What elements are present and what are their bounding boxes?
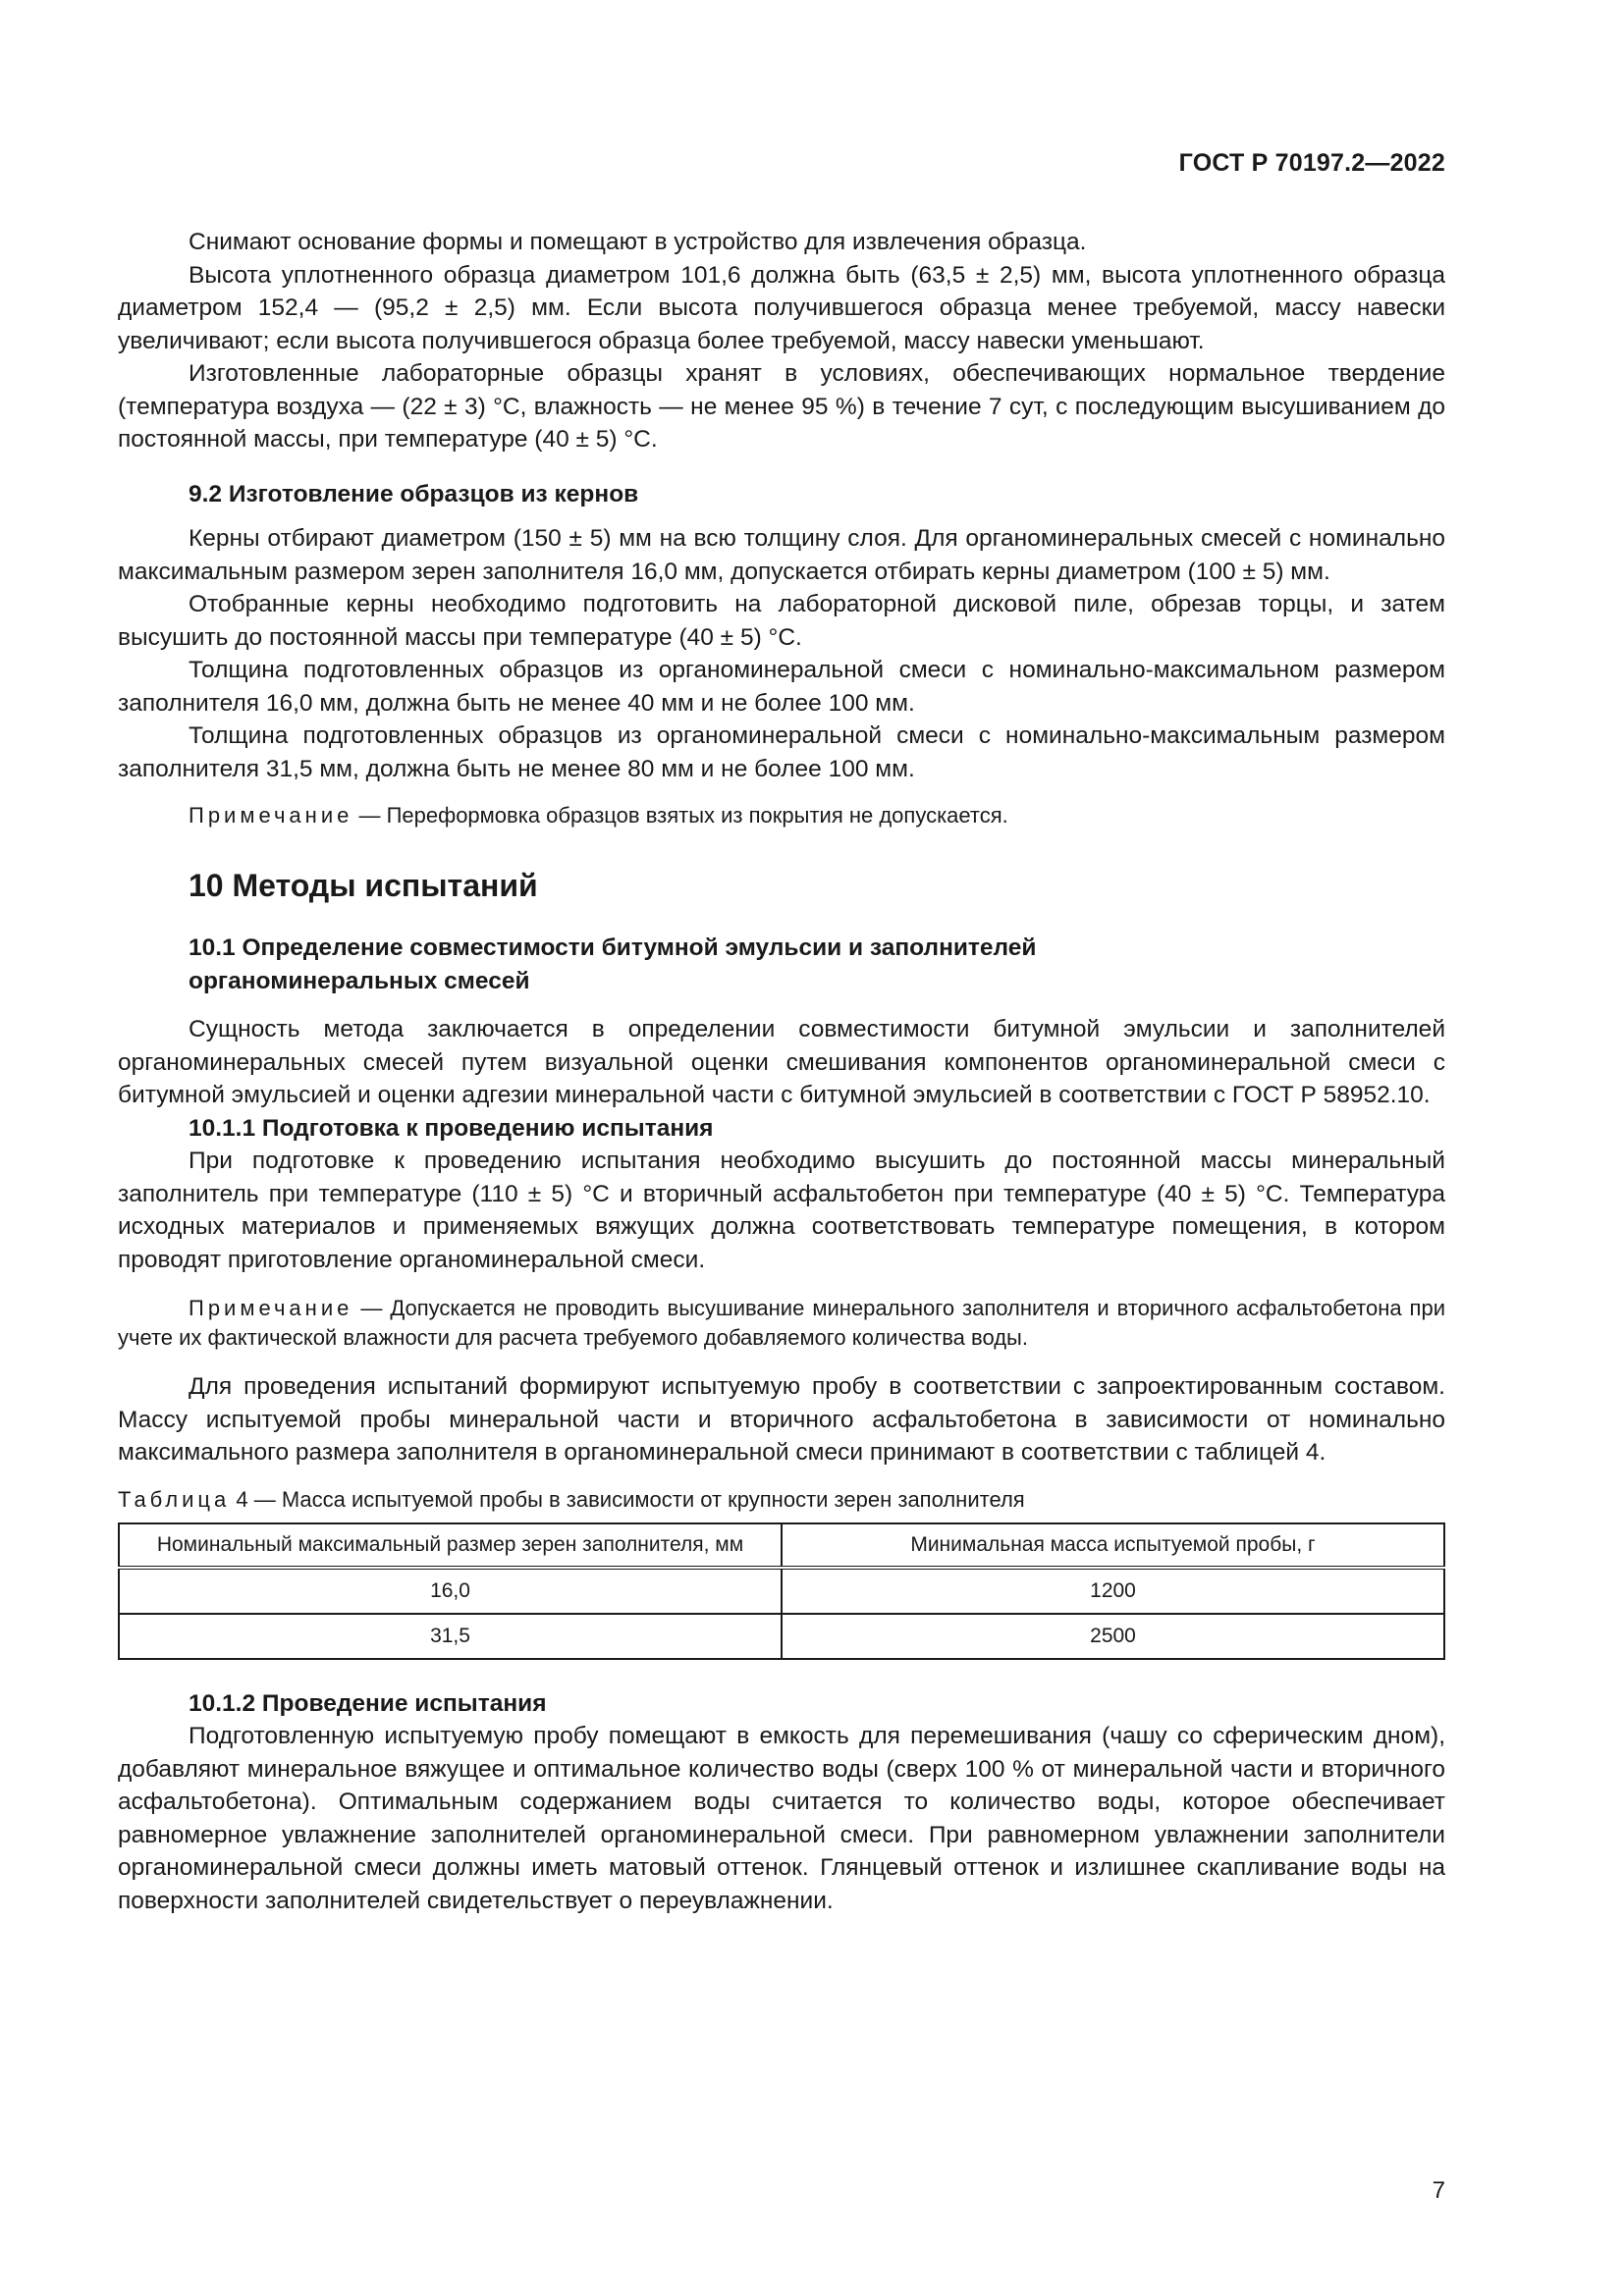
paragraph: Отобранные керны необходимо подготовить на лабораторной дисковой пиле, обрезав торцы, и затем высушить до постоянной массы при температуре (40 ± 5) °С. (118, 591, 1445, 651)
subsection-heading-10-1-2: 10.1.2 Проведение испытания (189, 1689, 547, 1717)
section-heading-10: 10 Методы испытаний (189, 868, 538, 903)
note-text: — Допускается не проводить высушивание минерального заполнителя и вторичного асфальтобетона при учете их фактической влажности для расчета требуемого добавляемого количества воды. (118, 1296, 1445, 1350)
paragraph: Высота уплотненного образца диаметром 101,6 должна быть (63,5 ± 2,5) мм, высота уплотненного образца диаметром 152,4 — (95,2 ± 2,5) мм. Если высота получившегося образца менее требуемой, массу навески увеличивают; если высота получившегося образца более требуемой, массу навески уменьшают. (118, 261, 1445, 354)
note-label: Примечание (189, 803, 353, 828)
note-10-1-1 (118, 1294, 1445, 1353)
note-text: — Переформовка образцов взятых из покрытия не допускается. (352, 803, 1008, 828)
table-cell: 16,0 (119, 1568, 782, 1614)
subsection-heading-10-1 (118, 932, 1445, 997)
table-caption-text: 4 — Масса испытуемой пробы в зависимости от крупности зерен заполнителя (230, 1486, 1025, 1512)
table-row (119, 1614, 1444, 1659)
paragraph: Подготовленную испытуемую пробу помещают в емкость для перемешивания (чашу со сферическим дном), добавляют минеральное вяжущее и оптимальное количество воды (сверх 100 % от минеральной части и вторичного асфальтобетона). Оптимальным содержанием воды считается то количество воды, которое обеспечивает равномерное увлажнение заполнителей органоминеральной смеси. При равномерном увлажнении заполнители органоминеральной смеси должны иметь матовый оттенок. Глянцевый оттенок и излишнее скапливание воды на поверхности заполнителей свидетельствует о переувлажнении. (118, 1723, 1445, 1914)
paragraph: При подготовке к проведению испытания необходимо высушить до постоянной массы минеральный заполнитель при температуре (110 ± 5) °С и вторичный асфальтобетон при температуре (40 ± 5) °С. Температура исходных материалов и применяемых вяжущих должна соответствовать температуре помещения, в котором проводят приготовление органоминеральной смеси. (118, 1148, 1445, 1273)
table-caption (118, 1485, 1445, 1515)
table-row (119, 1568, 1444, 1614)
heading-line: органоминеральных смесей (189, 967, 530, 994)
table-cell: 31,5 (119, 1614, 782, 1659)
paragraph: Сущность метода заключается в определении совместимости битумной эмульсии и заполнителей органоминеральных смесей путем визуальной оценки смешивания компонентов органоминеральной смеси с битумной эмульсией и оценки адгезии минеральной части с битумной эмульсией в соответствии с ГОСТ Р 58952.10. (118, 1016, 1445, 1108)
table-caption-label: Таблица (118, 1486, 231, 1512)
paragraph: Снимают основание формы и помещают в устройство для извлечения образца. (189, 229, 1087, 255)
paragraph: Толщина подготовленных образцов из органоминеральной смеси с номинально-максимальном размером заполнителя 16,0 мм, должна быть не менее 40 мм и не более 100 мм. (118, 657, 1445, 717)
paragraph: Керны отбирают диаметром (150 ± 5) мм на всю толщину слоя. Для органоминеральных смесей с номинально максимальным размером зерен заполнителя 16,0 мм, допускается отбирать керны диаметром (100 ± 5) мм. (118, 525, 1445, 585)
subsection-heading-10-1-1: 10.1.1 Подготовка к проведению испытания (189, 1114, 714, 1142)
paragraph: Изготовленные лабораторные образцы хранят в условиях, обеспечивающих нормальное твердение (температура воздуха — (22 ± 3) °С, влажность — не менее 95 %) в течение 7 сут, с последующим высушиванием до постоянной массы, при температуре (40 ± 5) °С. (118, 360, 1445, 453)
note-label: Примечание (189, 1296, 353, 1320)
note-9-2 (118, 801, 1445, 830)
table-cell: 1200 (782, 1568, 1444, 1614)
document-code: ГОСТ Р 70197.2—2022 (1178, 149, 1445, 177)
heading-line: 10.1 Определение совместимости битумной эмульсии и заполнителей (189, 934, 1037, 961)
table-header-cell: Номинальный максимальный размер зерен заполнителя, мм (119, 1523, 782, 1568)
table-4 (118, 1522, 1445, 1660)
paragraph: Для проведения испытаний формируют испытуемую пробу в соответствии с запроектированным составом. Массу испытуемой пробы минеральной части и вторичного асфальтобетона в зависимости от номинально максимального размера заполнителя в органоминеральной смеси принимают в соответствии с таблицей 4. (118, 1373, 1445, 1466)
section-heading-9-2: 9.2 Изготовление образцов из кернов (189, 480, 639, 507)
table-header-cell: Минимальная масса испытуемой пробы, г (782, 1523, 1444, 1568)
table-cell: 2500 (782, 1614, 1444, 1659)
table-header-row (119, 1523, 1444, 1568)
paragraph: Толщина подготовленных образцов из органоминеральной смеси с номинально-максимальным размером заполнителя 31,5 мм, должна быть не менее 80 мм и не более 100 мм. (118, 722, 1445, 782)
page-body (118, 226, 1445, 1917)
page-number: 7 (1432, 2177, 1445, 2204)
